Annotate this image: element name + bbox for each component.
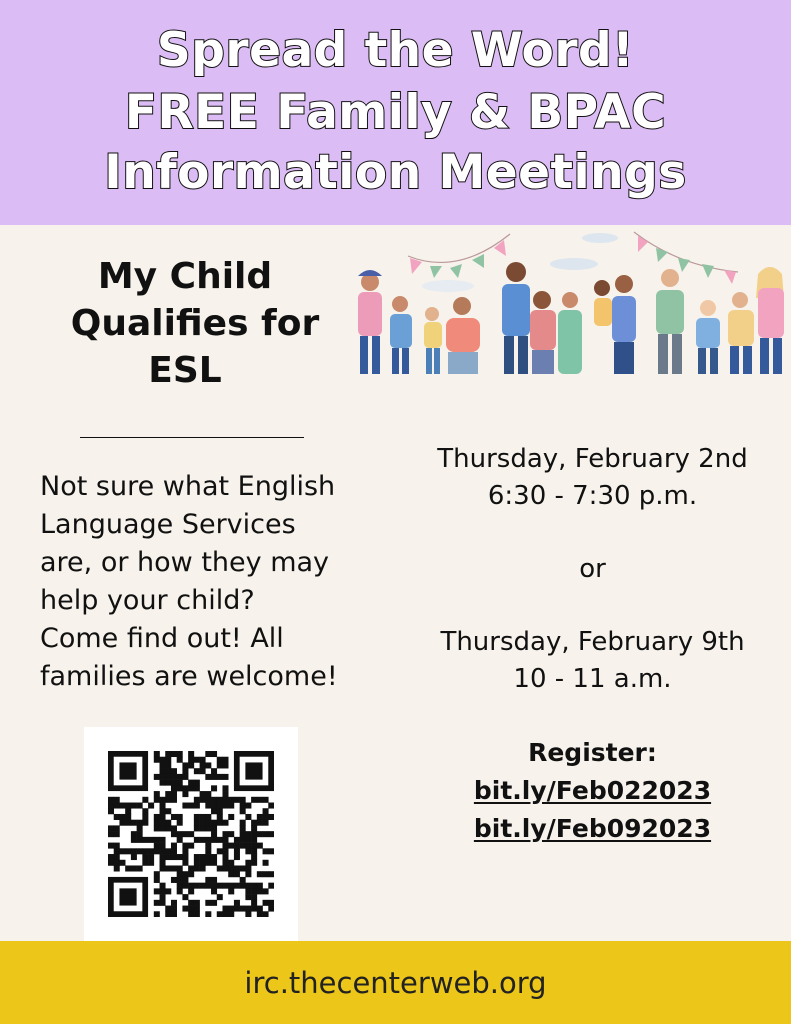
register-label: Register: (528, 738, 657, 767)
footer-banner (0, 941, 791, 1024)
description-line: Language Services (40, 509, 296, 540)
description-line: help your child? (40, 585, 255, 616)
description-line: Not sure what English (40, 471, 336, 502)
divider-line (80, 437, 304, 438)
description-line: are, or how they may (40, 547, 330, 578)
headline-line-3: Information Meetings (104, 145, 687, 200)
register-link-feb-09[interactable]: bit.ly/Feb092023 (473, 814, 712, 843)
subtitle-line-3: ESL (148, 350, 222, 391)
subtitle-line-1: My Child (97, 256, 273, 297)
family-group-illustration (338, 226, 791, 382)
qr-code[interactable] (84, 727, 298, 941)
subtitle (40, 253, 350, 394)
qr-code-icon (108, 751, 274, 917)
description-text (40, 468, 410, 696)
description-line: families are welcome! (40, 661, 338, 692)
register-link-2-wrap (420, 810, 765, 848)
meeting-2-time: 10 - 11 a.m. (513, 664, 672, 694)
register-link-1-wrap (420, 772, 765, 810)
footer-website: irc.thecenterweb.org (244, 966, 547, 1000)
subtitle-line-2: Qualifies for (70, 303, 320, 344)
meeting-separator: or (579, 554, 606, 584)
register-link-feb-02[interactable]: bit.ly/Feb022023 (473, 776, 712, 805)
header-banner (0, 0, 791, 225)
meeting-1-date: Thursday, February 2nd (437, 444, 748, 474)
headline-line-2: FREE Family & BPAC (124, 85, 667, 140)
description-line: Come find out! All (40, 623, 284, 654)
headline-line-1: Spread the Word! (156, 23, 635, 78)
meeting-1-time: 6:30 - 7:30 p.m. (487, 481, 698, 511)
family-illustration-icon (338, 226, 791, 378)
meeting-2-date: Thursday, February 9th (440, 627, 745, 657)
